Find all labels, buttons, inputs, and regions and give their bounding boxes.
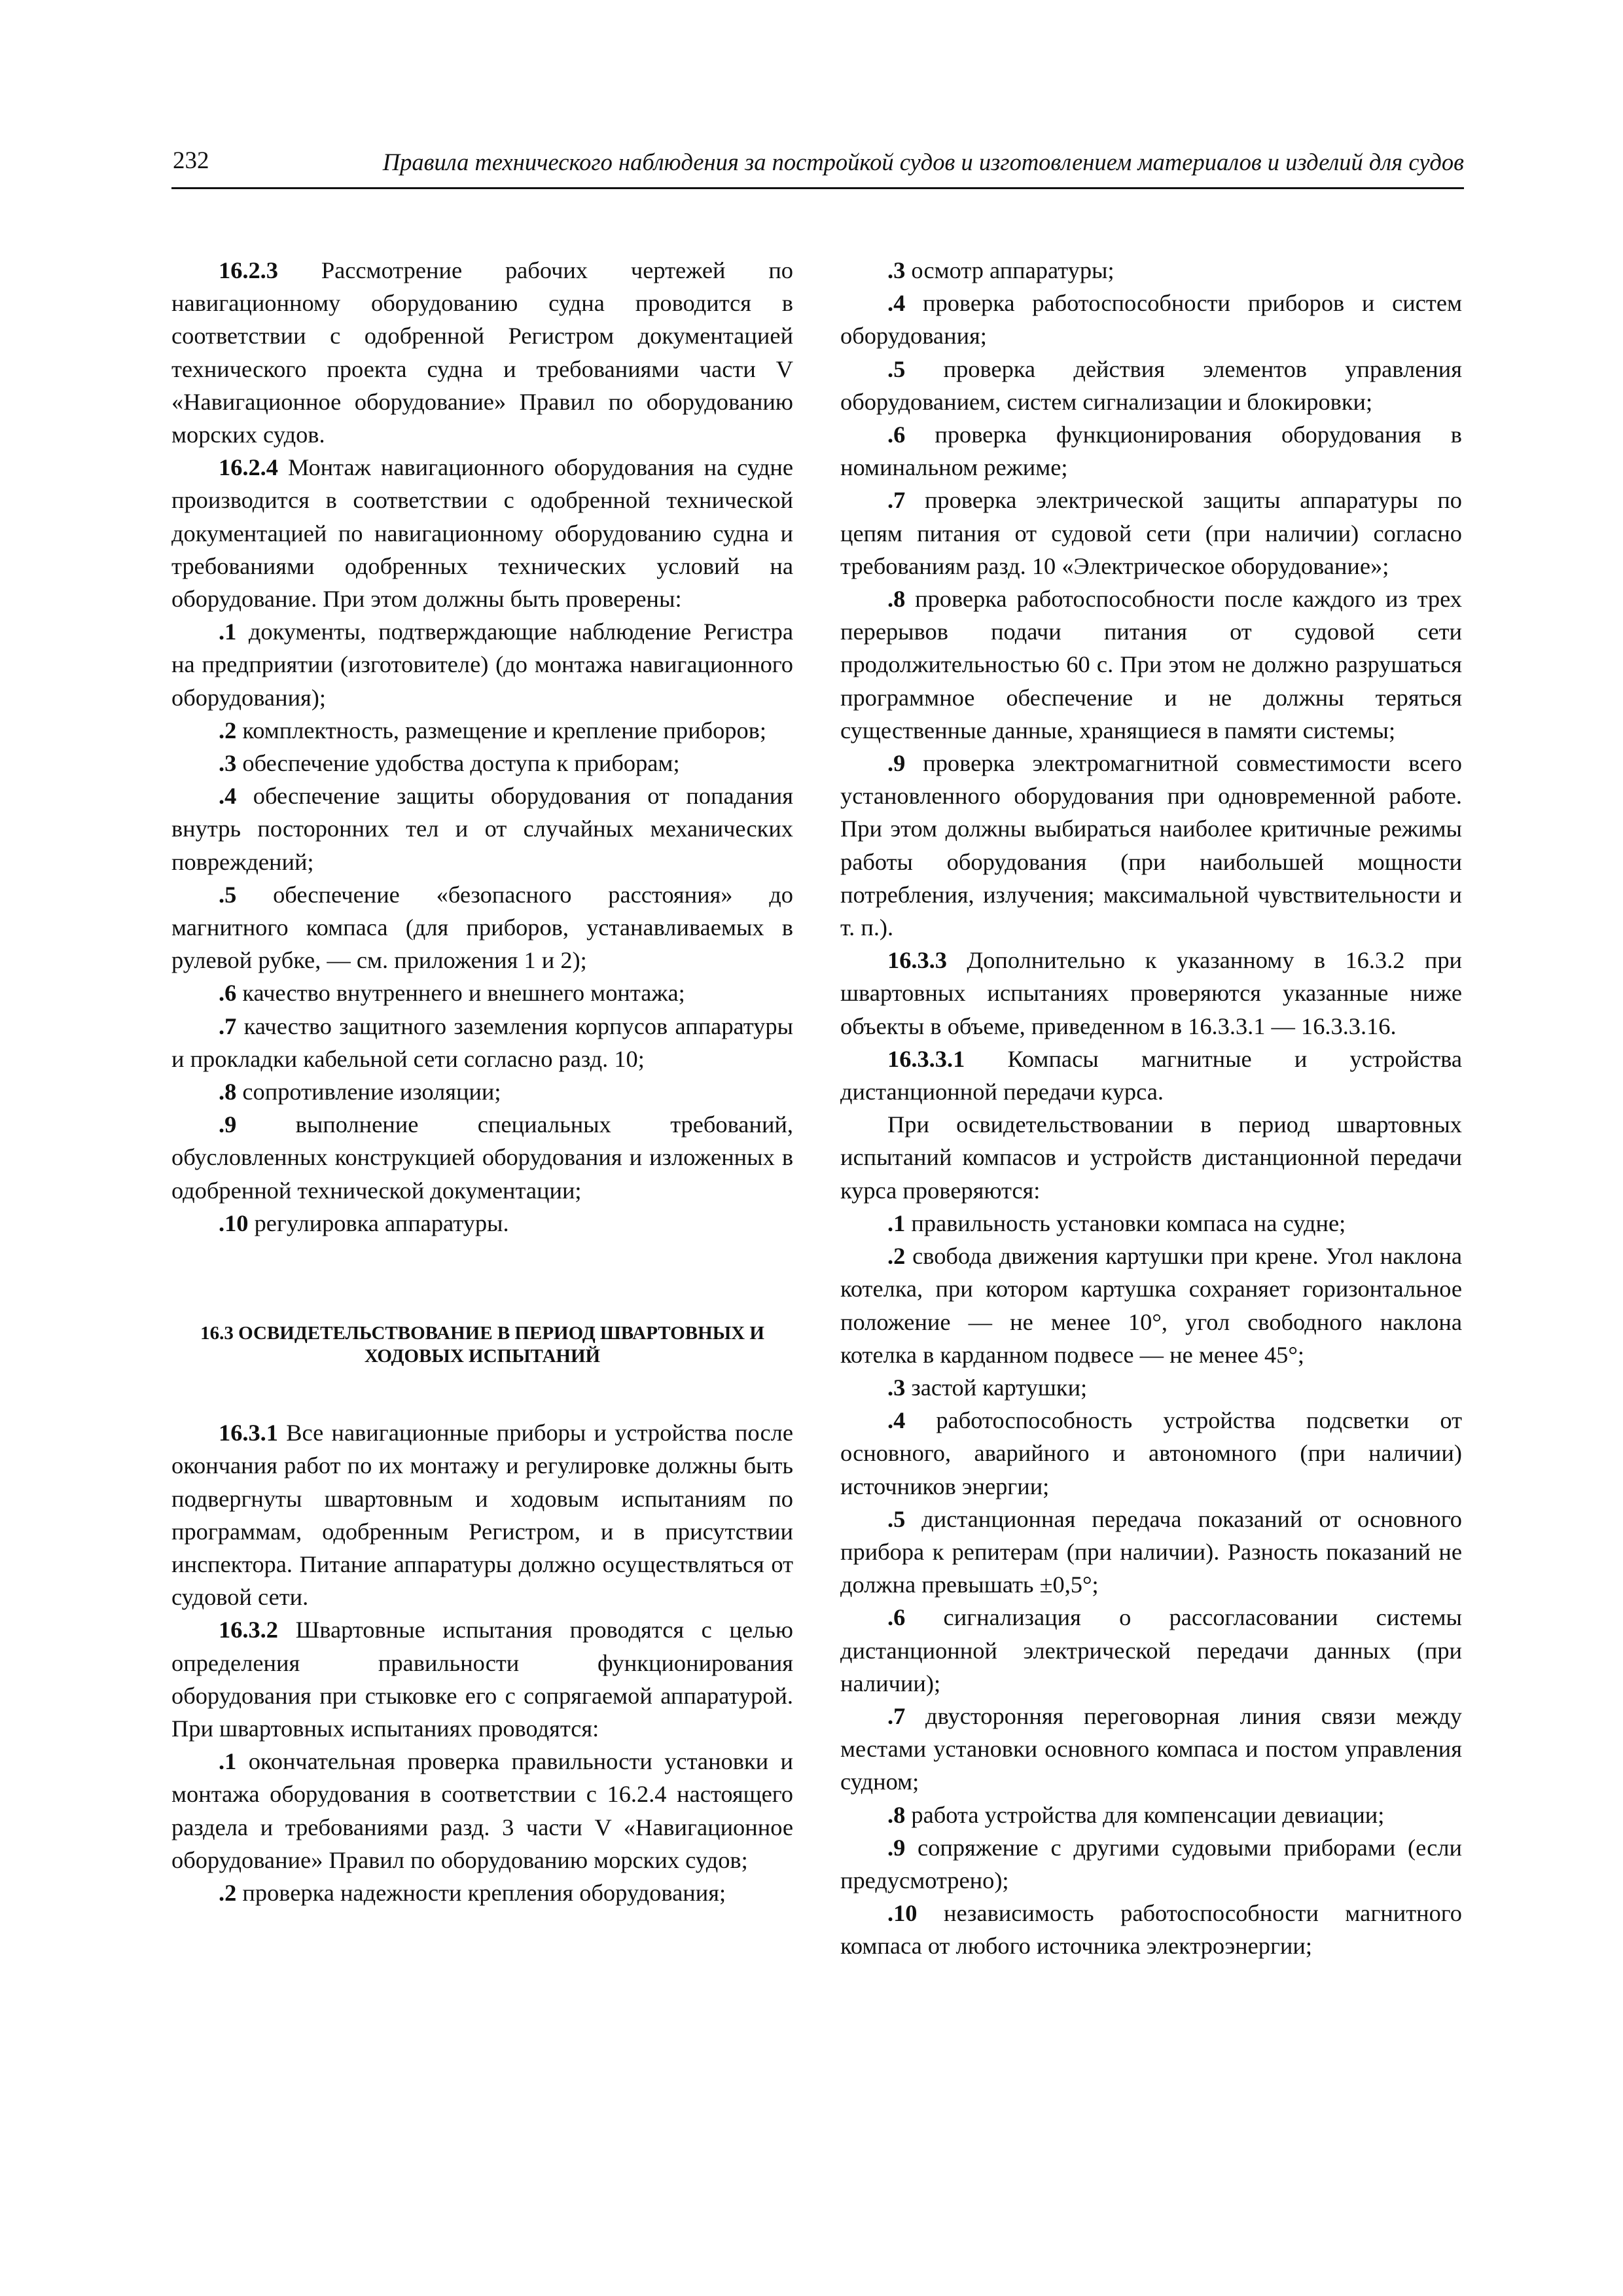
paragraph — [840, 1043, 1462, 1108]
paragraph — [171, 1075, 793, 1108]
section-heading: 16.3 ОСВИДЕТЕЛЬСТВОВАНИЕ В ПЕРИОД ШВАРТОВНЫХ И ХОДОВЫХ ИСПЫТАНИЙ — [200, 1323, 764, 1367]
clause-number: .2 — [219, 1879, 237, 1906]
paragraph-text: свобода движения картушки при крене. Угол наклона котелка, при котором картушка сохраняет горизонтальное положение — не менее 10°, угол свободного наклона котелка в карданном подвесе — не менее 45°; — [840, 1243, 1462, 1368]
left-paragraphs-after — [171, 1416, 793, 1909]
paragraph — [171, 1108, 793, 1207]
clause-number: .3 — [887, 1374, 906, 1401]
clause-number: .5 — [887, 355, 906, 382]
paragraph — [840, 254, 1462, 287]
clause-number: .3 — [219, 750, 237, 777]
paragraph-text: качество защитного заземления корпусов аппаратуры и прокладки кабельной сети согласно разд. 10; — [171, 1013, 793, 1072]
clause-number: .9 — [219, 1111, 237, 1138]
page-number: 232 — [173, 147, 209, 174]
paragraph — [171, 1745, 793, 1876]
paragraph — [171, 977, 793, 1009]
paragraph — [840, 1700, 1462, 1799]
paragraph — [171, 254, 793, 451]
right-column — [840, 254, 1462, 1963]
paragraph — [840, 944, 1462, 1043]
left-column — [171, 254, 793, 1909]
clause-number: .6 — [219, 980, 237, 1007]
paragraph-text: правильность установки компаса на судне; — [905, 1210, 1346, 1236]
paragraph — [171, 615, 793, 714]
paragraph-text: Рассмотрение рабочих чертежей по навигационному оборудованию судна проводится в соответствии с одобренной Регистром документацией технического проекта судна и требованиями части V «Навигационное оборудование» Правил по оборудованию морских судов. — [171, 257, 793, 448]
paragraph-text: сигнализация о рассогласовании системы дистанционной электрической передачи данных (при наличии); — [840, 1604, 1462, 1696]
paragraph — [171, 714, 793, 747]
clause-number: .10 — [219, 1210, 249, 1236]
paragraph-text: работа устройства для компенсации девиации; — [905, 1801, 1385, 1828]
paragraph — [171, 1207, 793, 1240]
paragraph — [840, 353, 1462, 418]
clause-number: .4 — [887, 290, 906, 317]
clause-number: .5 — [887, 1505, 906, 1532]
paragraph-text: проверка электромагнитной совместимости всего установленного оборудования при одновременной работе. При этом должны выбираться наиболее критичные режимы работы оборудования (при наибольшей мощности потребления, излучения; максимальной чувствительности и т. п.). — [840, 750, 1462, 941]
paragraph-text: выполнение специальных требований, обусловленных конструкцией оборудования и изложенных в одобренной технической документации; — [171, 1111, 793, 1204]
paragraph — [840, 1503, 1462, 1602]
paragraph-text: При освидетельствовании в период швартовных испытаний компасов и устройств дистанционной передачи курса проверяются: — [840, 1111, 1462, 1204]
clause-number: .4 — [219, 783, 237, 810]
paragraph-text: Монтаж навигационного оборудования на судне производится в соответствии с одобренной технической документацией по навигационному оборудованию судна и требованиями одобренных технических условий на оборудование. При этом должны быть проверены: — [171, 454, 793, 613]
paragraph — [840, 484, 1462, 583]
clause-number: .1 — [219, 1748, 237, 1775]
paragraph — [840, 583, 1462, 747]
clause-number: .9 — [887, 750, 906, 777]
clause-number: .8 — [219, 1079, 237, 1105]
clause-number: .8 — [887, 586, 906, 613]
paragraph — [171, 1010, 793, 1075]
clause-number: .5 — [219, 881, 237, 908]
paragraph-text: застой картушки; — [905, 1374, 1088, 1401]
paragraph-text: двусторонняя переговорная линия связи между местами установки основного компаса и постом управления судном; — [840, 1702, 1462, 1795]
paragraph-text: проверка надежности крепления оборудования; — [236, 1879, 726, 1906]
clause-number: .2 — [887, 1243, 906, 1270]
left-paragraphs — [171, 254, 793, 1240]
paragraph-text: документы, подтверждающие наблюдение Регистра на предприятии (изготовителе) (до монтажа навигационного оборудования); — [171, 619, 793, 711]
paragraph — [171, 1876, 793, 1909]
clause-number: 16.3.3 — [887, 947, 947, 974]
clause-number: 16.2.4 — [219, 454, 278, 481]
clause-number: 16.2.3 — [219, 257, 278, 283]
paragraph — [840, 287, 1462, 352]
paragraph-text: работоспособность устройства подсветки от основного, аварийного и автономного (при наличии) источников энергии; — [840, 1407, 1462, 1499]
paragraph-text: Все навигационные приборы и устройства после окончания работ по их монтажу и регулировке должны быть подвергнуты швартовным и ходовым испытаниям по программам, одобренным Регистром, и в присутствии инспектора. Питание аппаратуры должно осуществляться от судовой сети. — [171, 1420, 793, 1611]
paragraph-text: качество внутреннего и внешнего монтажа; — [236, 980, 685, 1007]
paragraph-text: комплектность, размещение и крепление приборов; — [236, 717, 766, 744]
running-title: Правила технического наблюдения за постройкой судов и изготовлением материалов и изделий для судов — [382, 149, 1464, 175]
paragraph — [171, 1416, 793, 1613]
paragraph — [171, 451, 793, 615]
paragraph-text: Дополнительно к указанному в 16.3.2 при швартовных испытаниях проверяются указанные ниже объекты в объеме, приведенном в 16.3.3.1 — 16.3.3.16. — [840, 947, 1462, 1039]
clause-number: .8 — [887, 1801, 906, 1828]
paragraph-text: осмотр аппаратуры; — [905, 257, 1115, 283]
paragraph-text: дистанционная передача показаний от основного прибора к репитерам (при наличии). Разность показаний не должна превышать ±0,5°; — [840, 1505, 1462, 1598]
clause-number: .7 — [219, 1013, 237, 1039]
paragraph-text: окончательная проверка правильности установки и монтажа оборудования в соответствии с 16.2.4 настоящего раздела и требованиями разд. 3 части V «Навигационное оборудование» Правил по оборудованию морских судов; — [171, 1748, 793, 1873]
paragraph — [840, 1831, 1462, 1897]
clause-number: 16.3.3.1 — [887, 1045, 965, 1072]
paragraph-text: проверка действия элементов управления оборудованием, систем сигнализации и блокировки; — [840, 355, 1462, 415]
paragraph-text: независимость работоспособности магнитного компаса от любого источника электроэнергии; — [840, 1900, 1462, 1960]
clause-number: .7 — [887, 1702, 906, 1729]
clause-number: .1 — [219, 619, 237, 645]
paragraph-text: проверка работоспособности приборов и систем оборудования; — [840, 290, 1462, 350]
clause-number: .1 — [887, 1210, 906, 1236]
clause-number: .3 — [887, 257, 906, 283]
paragraph — [840, 1108, 1462, 1207]
right-paragraphs — [840, 254, 1462, 1963]
paragraph — [840, 1897, 1462, 1962]
clause-number: 16.3.2 — [219, 1617, 278, 1643]
paragraph — [840, 1799, 1462, 1831]
paragraph-text: сопротивление изоляции; — [236, 1079, 501, 1105]
clause-number: .6 — [887, 1604, 906, 1631]
paragraph — [171, 780, 793, 878]
paragraph-text: Швартовные испытания проводятся с целью определения правильности функционирования оборудования при стыковке его с сопрягаемой аппаратурой. При швартовных испытаниях проводятся: — [171, 1617, 793, 1742]
paragraph — [840, 1404, 1462, 1503]
paragraph — [171, 747, 793, 780]
paragraph-text: обеспечение «безопасного расстояния» до магнитного компаса (для приборов, устанавливаемых в рулевой рубке, — см. приложения 1 и 2); — [171, 881, 793, 974]
paragraph — [840, 747, 1462, 944]
paragraph-text: обеспечение удобства доступа к приборам; — [236, 750, 680, 777]
paragraph-text: проверка электрической защиты аппаратуры по цепям питания от судовой сети (при наличии) согласно требованиям разд. 10 «Электрическое оборудование»; — [840, 487, 1462, 579]
paragraph — [840, 1601, 1462, 1700]
clause-number: .6 — [887, 422, 906, 448]
paragraph — [840, 418, 1462, 484]
paragraph — [840, 1371, 1462, 1404]
paragraph-text: обеспечение защиты оборудования от попадания внутрь посторонних тел и от случайных механических повреждений; — [171, 783, 793, 875]
paragraph-text: Компасы магнитные и устройства дистанционной передачи курса. — [840, 1045, 1462, 1105]
paragraph — [840, 1240, 1462, 1371]
clause-number: .7 — [887, 487, 906, 514]
paragraph — [171, 1613, 793, 1745]
clause-number: 16.3.1 — [219, 1420, 278, 1446]
paragraph — [171, 878, 793, 977]
paragraph-text: проверка работоспособности после каждого из трех перерывов подачи питания от судовой сети продолжительностью 60 с. При этом не должно разрушаться программное обеспечение и не должны теряться существенные данные, хранящиеся в памяти системы; — [840, 586, 1462, 744]
page-header — [171, 145, 1464, 189]
clause-number: .4 — [887, 1407, 906, 1434]
clause-number: .2 — [219, 717, 237, 744]
clause-number: .10 — [887, 1900, 918, 1927]
paragraph — [840, 1207, 1462, 1240]
clause-number: .9 — [887, 1834, 906, 1861]
paragraph-text: сопряжение с другими судовыми приборами (если предусмотрено); — [840, 1834, 1462, 1893]
paragraph-text: проверка функционирования оборудования в номинальном режиме; — [840, 422, 1462, 481]
paragraph-text: регулировка аппаратуры. — [248, 1210, 509, 1236]
